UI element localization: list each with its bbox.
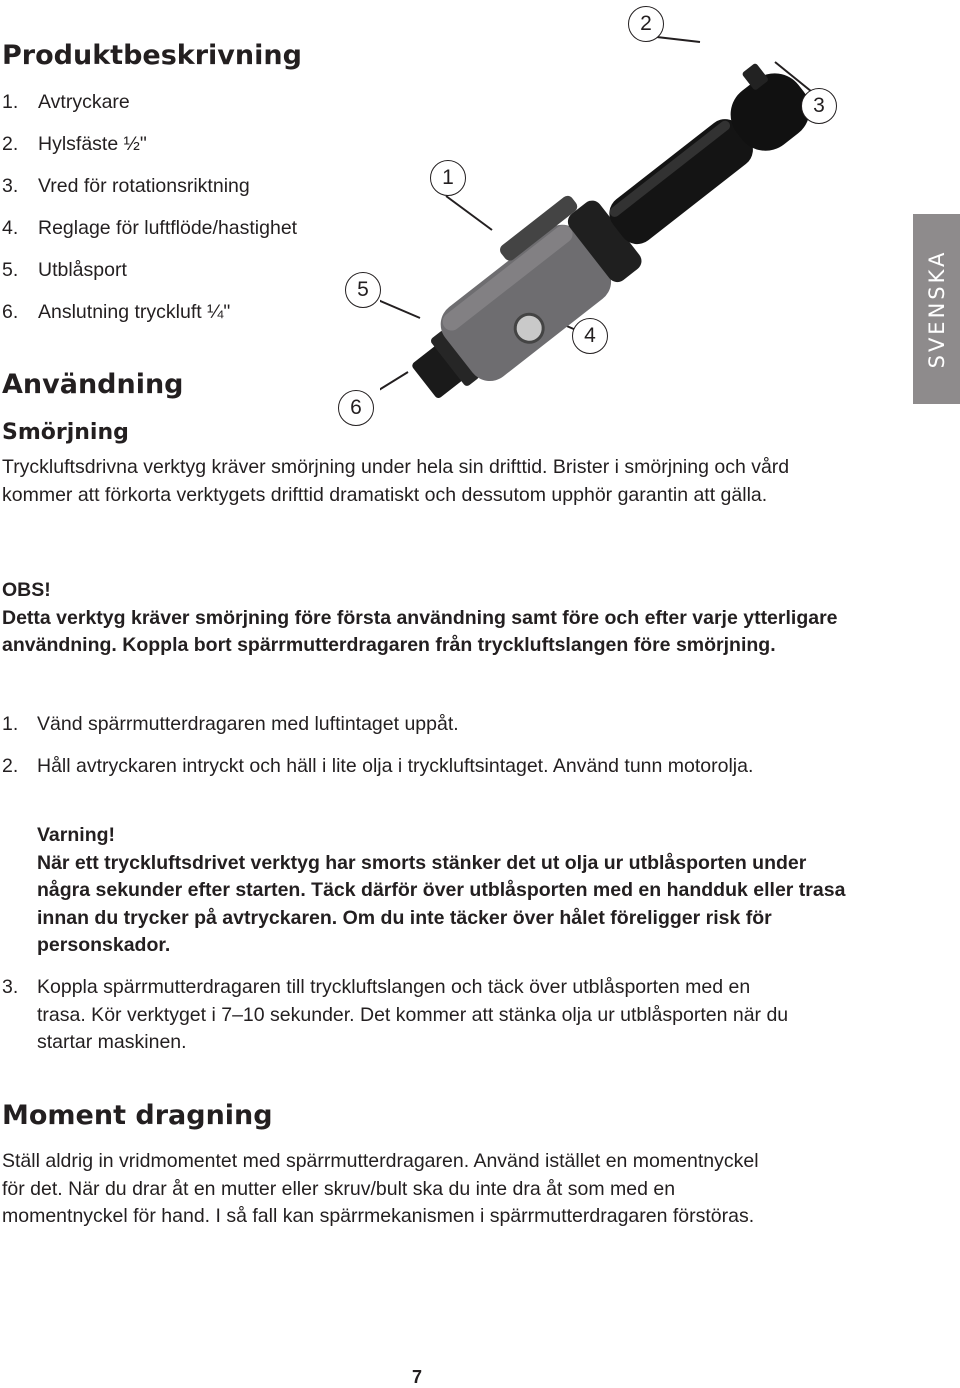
callout-4: 4 [572, 318, 608, 354]
warning-text: När ett tryckluftsdrivet verktyg har smorts stänker det ut olja ur utblåsporten under några sekunder efter starten. Täck därför över utblåsporten med en handduk eller trasa innan du trycker på avtryckaren. Om du inte täcker över hålet föreligger risk för personskador. [37, 851, 846, 956]
note-label: OBS! [2, 579, 51, 601]
list-item [2, 172, 297, 214]
callout-2: 2 [628, 6, 664, 42]
note-block [2, 577, 852, 660]
item-number: 1. [2, 91, 19, 113]
item-number: 2. [2, 133, 19, 155]
callout-1: 1 [430, 160, 466, 196]
list-item [2, 214, 297, 256]
item-number: 5. [2, 259, 19, 281]
tool-neck [602, 112, 760, 251]
step-text: Håll avtryckaren intryckt och häll i lite olja i tryckluftsintaget. Använd tunn motorolja. [37, 755, 754, 777]
parts-list [2, 88, 297, 340]
callout-3: 3 [801, 88, 837, 124]
warning-label: Varning! [37, 824, 116, 846]
language-tab [913, 214, 960, 404]
product-description-heading: Produktbeskrivning [2, 40, 302, 71]
lubrication-heading: Smörjning [2, 420, 129, 445]
list-item [2, 256, 297, 298]
ratchet-wrench-illustration [380, 0, 900, 420]
item-label: Vred för rotationsriktning [38, 175, 250, 197]
warning-block [37, 822, 852, 960]
item-number: 3. [2, 175, 19, 197]
step-text: Koppla spärrmutterdragaren till tryckluftslangen och täck över utblåsporten med en trasa. Kör verktyget i 7–10 sekunder. Det kommer att stänka olja ur utblåsporten när du startar maskinen. [37, 976, 789, 1053]
lubrication-step-1 [2, 711, 862, 739]
note-text: Detta verktyg kräver smörjning före första användning samt före och efter varje ytterligare användning. Koppla bort spärrmutterdragaren från tryckluftslangen före smörjning. [2, 606, 838, 656]
step-number: 1. [2, 713, 19, 735]
item-number: 4. [2, 217, 19, 239]
list-item [2, 88, 297, 130]
language-tab-label: SVENSKA [924, 249, 949, 369]
lubrication-step-3 [2, 974, 802, 1057]
step-text: Vänd spärrmutterdragaren med luftintaget uppåt. [37, 713, 459, 735]
list-item [2, 298, 297, 340]
item-number: 6. [2, 301, 19, 323]
usage-heading: Användning [2, 369, 184, 400]
item-label: Reglage för luftflöde/hastighet [38, 217, 298, 239]
page-number: 7 [412, 1367, 423, 1387]
callout-5: 5 [345, 272, 381, 308]
lubrication-intro: Tryckluftsdrivna verktyg kräver smörjning under hela sin drifttid. Brister i smörjning och vård kommer att förkorta verktygets drifttid dramatiskt och dessutom upphör garantin att gälla. [2, 456, 790, 506]
torque-heading: Moment dragning [2, 1100, 273, 1131]
callout-6: 6 [338, 390, 374, 426]
item-label: Avtryckare [38, 91, 130, 113]
item-label: Hylsfäste ½" [38, 133, 147, 155]
item-label: Anslutning tryckluft ¼" [38, 301, 231, 323]
list-item [2, 130, 297, 172]
tool-body [387, 41, 828, 417]
step-number: 3. [2, 976, 19, 998]
torque-text: Ställ aldrig in vridmomentet med spärrmutterdragaren. Använd istället en momentnyckel för det. När du drar åt en mutter eller skruv/bult ska du inte dra åt som med en momentnyckel för hand. I så fall kan spärrmekanismen i spärrmutterdragaren förstöras. [2, 1150, 759, 1227]
item-label: Utblåsport [38, 259, 127, 281]
step-number: 2. [2, 755, 19, 777]
lubrication-step-2 [2, 753, 792, 781]
